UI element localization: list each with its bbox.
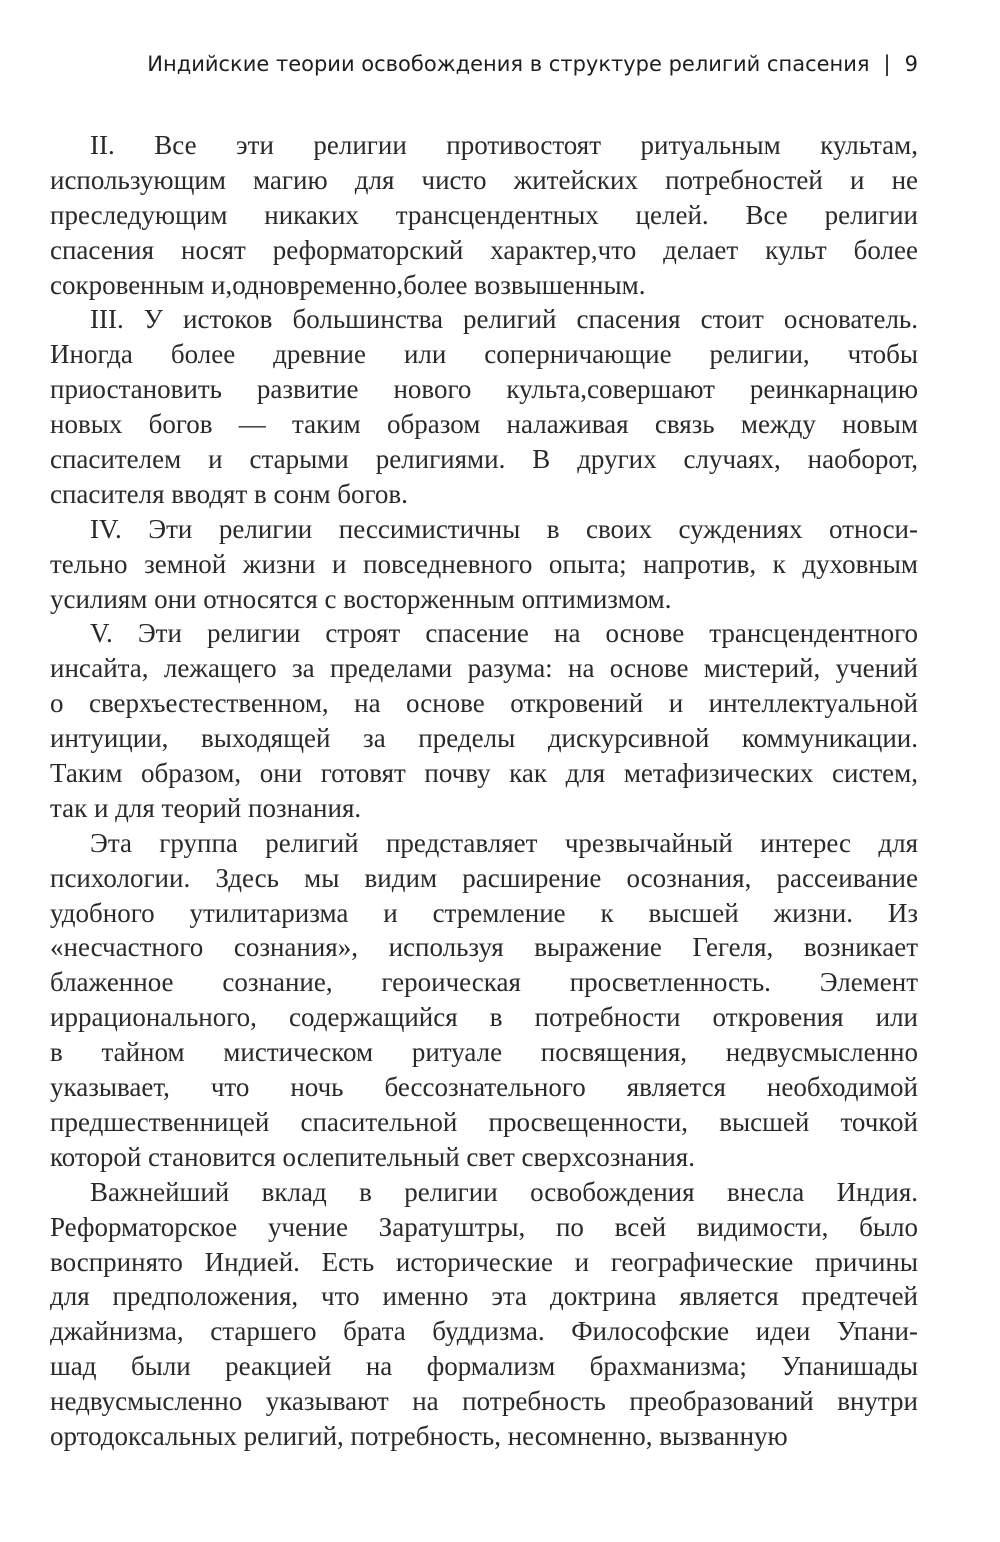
text-line: Реформаторское учение Заратуштры, по всей видимости, было — [50, 1211, 918, 1242]
text-line: использующим магию для чисто житейских потребностей и не — [50, 164, 918, 195]
paragraph — [50, 616, 918, 825]
text-line: иррационального, содержащийся в потребности откровения или — [50, 1002, 918, 1033]
text-line: спасителя вводят в сонм богов. — [50, 478, 408, 509]
text-line: ортодоксальных религий, потребность, несомненно, вызванную — [50, 1420, 788, 1451]
text-line: Важнейший вклад в религии освобождения внесла Индия. — [90, 1176, 918, 1207]
text-line: Эта группа религий представляет чрезвычайный интерес для — [90, 827, 918, 858]
text-line: о сверхъестественном, на основе откровений и интеллектуальной — [50, 688, 918, 719]
text-line: джайнизма, старшего брата буддизма. Философские идеи Упани- — [50, 1316, 918, 1347]
text-line: сокровенным и,одновременно,более возвышенным. — [50, 269, 646, 300]
paragraph — [50, 826, 918, 1175]
text-line: «несчастного сознания», используя выражение Гегеля, возникает — [50, 932, 918, 963]
text-line: спасителем и старыми религиями. В других случаях, наоборот, — [50, 444, 918, 475]
text-line: недвусмысленно указывают на потребность преобразований внутри — [50, 1386, 918, 1417]
running-header — [120, 49, 918, 79]
text-line: тельно земной жизни и повседневного опыта; напротив, к духовным — [50, 548, 918, 579]
text-line: воспринято Индией. Есть исторические и географические причины — [50, 1246, 918, 1277]
text-line: новых богов — таким образом налаживая связь между новым — [50, 409, 918, 440]
text-line: преследующим никаких трансцендентных целей. Все религии — [50, 199, 918, 230]
text-line: Иногда более древние или соперничающие религии, чтобы — [50, 339, 918, 370]
text-line: шад были реакцией на формализм брахманизма; Упанишады — [50, 1351, 918, 1382]
text-line: которой становится ослепительный свет сверхсознания. — [50, 1141, 695, 1172]
text-line: усилиям они относятся с восторженным оптимизмом. — [50, 583, 672, 614]
body-text — [50, 128, 918, 1454]
page-number: 9 — [904, 52, 918, 76]
paragraph — [50, 1175, 918, 1454]
text-line: указывает, что ночь бессознательного является необходимой — [50, 1072, 918, 1103]
text-line: психологии. Здесь мы видим расширение осознания, рассеивание — [50, 862, 918, 893]
text-line: предшественницей спасительной просвещенности, высшей точкой — [50, 1106, 918, 1137]
text-line: интуиции, выходящей за пределы дискурсивной коммуникации. — [50, 723, 918, 754]
text-line: III. У истоков большинства религий спасения стоит основатель. — [90, 304, 918, 335]
text-line: удобного утилитаризма и стремление к высшей жизни. Из — [50, 897, 918, 928]
paragraph — [50, 302, 918, 511]
running-header-title: Индийские теории освобождения в структуре религий спасения — [147, 52, 870, 76]
text-line: блаженное сознание, героическая просветленность. Элемент — [50, 967, 918, 998]
text-line: спасения носят реформаторский характер,что делает культ более — [50, 234, 918, 265]
paragraph — [50, 512, 918, 617]
text-line: II. Все эти религии противостоят ритуальным культам, — [90, 130, 918, 160]
text-line: для предположения, что именно эта доктрина является предтечей — [50, 1281, 918, 1312]
text-line: приостановить развитие нового культа,совершают реинкарнацию — [50, 374, 918, 405]
text-line: в тайном мистическом ритуале посвящения, недвусмысленно — [50, 1037, 918, 1068]
text-line: IV. Эти религии пессимистичны в своих суждениях относи- — [90, 513, 918, 544]
text-line: Таким образом, они готовят почву как для метафизических систем, — [50, 758, 918, 789]
text-line: инсайта, лежащего за пределами разума: на основе мистерий, учений — [50, 653, 918, 684]
header-separator: | — [883, 52, 891, 76]
text-line: так и для теорий познания. — [50, 792, 362, 823]
paragraph — [50, 128, 918, 302]
text-line: V. Эти религии строят спасение на основе трансцендентного — [90, 618, 918, 649]
